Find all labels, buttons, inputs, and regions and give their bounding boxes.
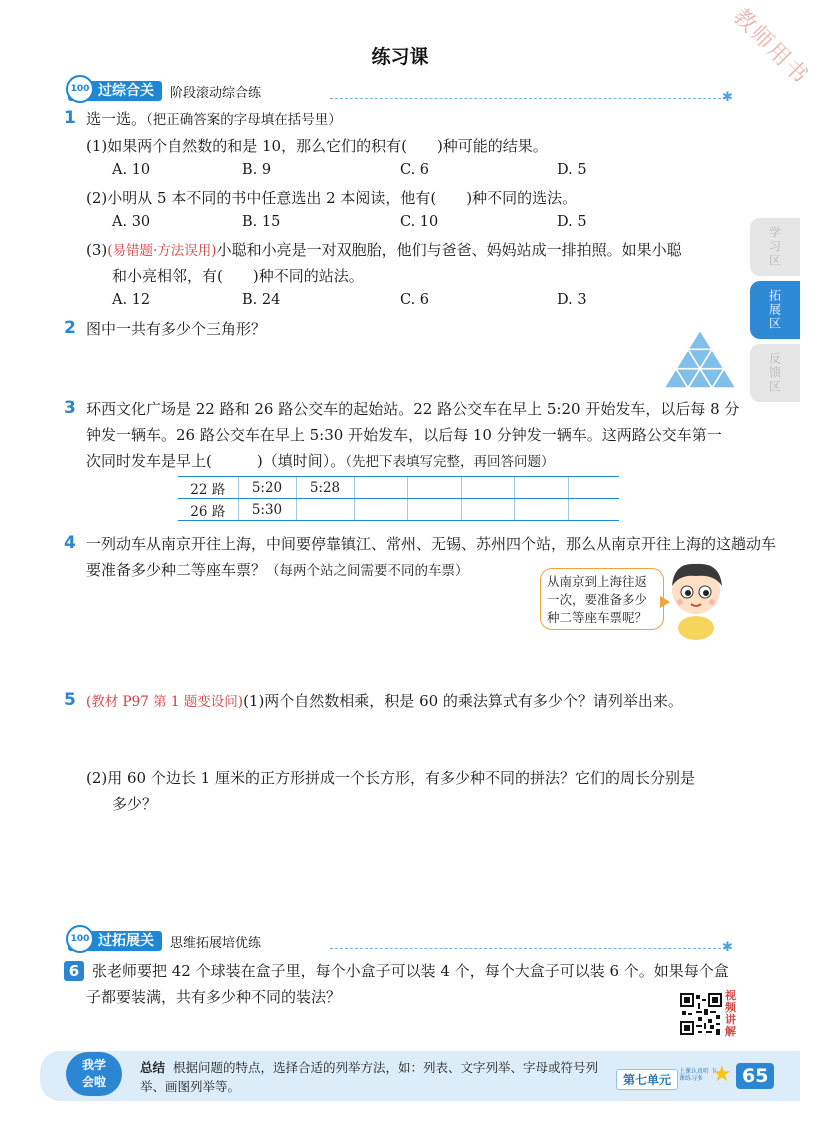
option-a: A. 10 [112,162,151,178]
table-cell[interactable] [568,499,619,521]
star-icon: ★ [712,1062,732,1087]
table-row [178,477,619,499]
section-subtitle: 阶段滚动综合练 [170,85,262,101]
q5-sub2-line1: (2)用 60 个边长 1 厘米的正方形拼成一个长方形，有多少种不同的拼法？它们的周长分别是 [86,769,695,787]
question-number: 6 [68,962,80,980]
option-a: A. 12 [112,292,151,308]
bus-schedule-table [178,476,619,521]
option-b: B. 15 [242,214,281,230]
hint-tag: (教材 P97 第 1 题变设问) [86,694,244,710]
tab-label: 拓展区 [767,289,782,331]
q6-line2: 子都要装满，共有多少种不同的装法？ [86,988,342,1006]
q3-line3-text: 次同时发车是早上( )（填时间）。 [86,452,346,470]
table-cell: 22 路 [178,477,238,499]
summary-box [140,1058,610,1096]
question-number: 5 [64,690,76,710]
table-cell: 5:20 [238,477,296,499]
q2-text: 图中一共有多少个三角形？ [86,320,267,338]
section-header-extension [68,930,261,952]
q1-sub2-text: (2)小明从 5 本不同的书中任意选出 2 本阅读，他有( )种不同的选法。 [86,189,578,207]
section-subtitle: 思维拓展培优练 [170,935,262,951]
q6-line1: 张老师要把 42 个球装在盒子里，每个小盒子可以装 4 个，每个大盒子可以装 6 个。如果每个盒 [92,962,729,980]
section-badge-label: 过拓展关 [98,933,154,949]
question-number: 4 [64,533,76,553]
table-cell[interactable] [408,499,462,521]
tab-feedback[interactable] [750,344,800,402]
summary-label: 总结 [140,1060,166,1075]
triangle-figure [662,328,738,390]
question-number: 2 [64,318,76,338]
table-cell[interactable] [461,477,515,499]
unit-slogan: 上课认真听 下课练习多 [679,1068,717,1082]
q3-line3 [86,448,554,475]
q3-line2: 钟发一辆车。26 路公交车在早上 5:30 开始发车，以后每 10 分钟发一辆车。这两路公交车第一 [86,426,722,444]
mascot-icon: 100 [66,75,94,103]
table-cell[interactable] [296,499,354,521]
table-cell: 26 路 [178,499,238,521]
q4-line1: 一列动车从南京开往上海，中间要停靠镇江、常州、无锡、苏州四个站，那么从南京开往上海的这趟动车 [86,535,777,553]
option-d: D. 5 [557,162,587,178]
option-c: C. 6 [400,162,430,178]
corner-stamp-text: 教师用书 [727,4,814,90]
stem-text: 选一选。 [86,110,147,128]
table-cell[interactable] [408,477,462,499]
option-c: C. 10 [400,214,439,230]
table-cell[interactable] [515,499,569,521]
q5-line1 [86,688,683,715]
q5-sub2-line2: 多少？ [112,795,158,813]
badge-line: 会啦 [81,1075,106,1089]
boy-cartoon-icon [664,556,728,640]
option-c: C. 6 [400,292,430,308]
summary-text: 根据问题的特点，选择合适的列举方法，如：列表、文字列举、字母或符号列举、画图列举等。 [140,1060,598,1094]
tab-extension[interactable] [750,281,800,339]
page-number: 65 [736,1063,774,1089]
page-title: 练习课 [371,46,429,68]
table-cell[interactable] [354,499,408,521]
star-icon: ✱ [722,90,733,105]
q4-note: （每两个站之间需要不同的车票） [266,563,469,579]
q5-sub1: (1)两个自然数相乘，积是 60 的乘法算式有多少个？请列举出来。 [243,692,683,710]
question-stem [86,106,342,133]
learned-badge [66,1052,122,1096]
video-lecture-label: 视频讲解 [725,989,736,1038]
q1-sub1-text: (1)如果两个自然数的和是 10，那么它们的积有( )种可能的结果。 [86,137,548,155]
section-badge-label: 过综合关 [98,83,154,99]
option-b: B. 24 [242,292,281,308]
question-number-box [64,961,84,981]
section-header-comprehensive [68,80,261,102]
section-badge [68,931,162,951]
q4-line2-text: 要准备多少种二等座车票？ [86,561,267,579]
instruction-text: （把正确答案的字母填在括号里） [146,112,342,128]
table-row [178,499,619,521]
option-b: B. 9 [242,162,272,178]
question-number: 1 [64,108,76,128]
table-cell: 5:30 [238,499,296,521]
section-divider [330,948,726,949]
q3-line1: 环西文化广场是 22 路和 26 路公交车的起始站。22 路公交车在早上 5:20 开始发车，以后每 8 分 [86,400,740,418]
q1-sub3-line1 [86,237,682,264]
star-icon: ✱ [722,940,733,955]
table-cell: 5:28 [296,477,354,499]
badge-line: 我学 [81,1058,106,1072]
section-badge [68,81,162,101]
section-divider [330,98,726,99]
table-cell[interactable] [568,477,619,499]
speech-bubble: 从南京到上海往返一次，要准备多少种二等座车票呢？ [540,568,664,630]
table-cell[interactable] [515,477,569,499]
tab-study[interactable] [750,218,800,276]
tab-label: 反馈区 [767,352,782,394]
table-cell[interactable] [354,477,408,499]
option-d: D. 5 [557,214,587,230]
unit-label: 第七单元 [616,1069,678,1090]
option-d: D. 3 [557,292,587,308]
q1-sub3-line2: 和小亮相邻，有( )种不同的站法。 [112,267,364,285]
qr-code-icon[interactable] [680,993,722,1035]
sub-text: 小聪和小亮是一对双胞胎，他们与爸爸、妈妈站成一排拍照。如果小聪 [216,241,682,259]
sub-label: (3) [86,241,108,259]
question-number: 3 [64,398,76,418]
option-a: A. 30 [112,214,151,230]
table-cell[interactable] [461,499,515,521]
q4-line2 [86,557,469,584]
mascot-icon: 100 [66,925,94,953]
tab-label: 学习区 [767,226,782,268]
q3-instruction: （先把下表填写完整，再回答问题） [345,454,555,470]
hint-tag: (易错题·方法误用) [107,243,217,259]
